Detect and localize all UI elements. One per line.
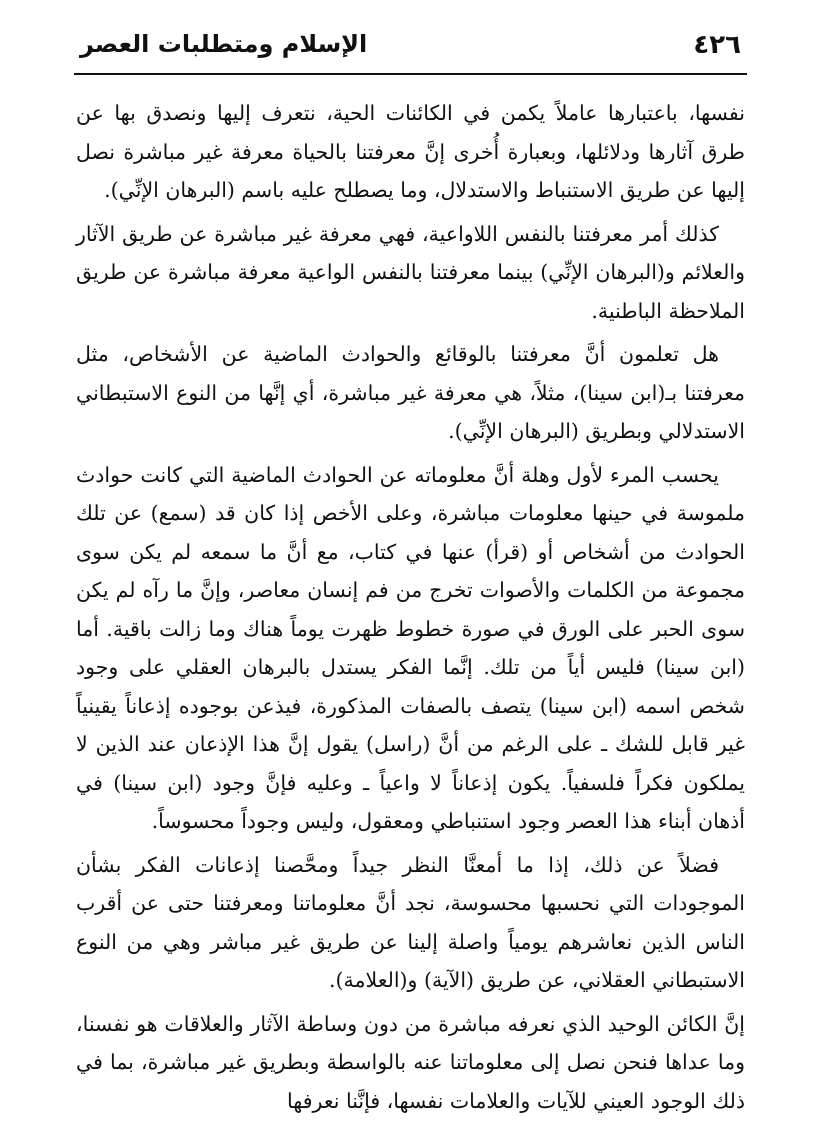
page-number: ٤٢٦ bbox=[693, 30, 741, 60]
running-header bbox=[74, 26, 747, 70]
paragraph: إنَّ الكائن الوحيد الذي نعرفه مباشرة من دون وساطة الآثار والعلاقات هو نفسنا، وما عداها فنحن نصل إلى معلوماتنا عنه بالواسطة وبطريق غير مباشرة، بما في ذلك الوجود العيني للآيات والعلامات نفسها، فإنَّنا نعرفها bbox=[76, 1011, 745, 1113]
running-title: الإسلام ومتطلبات العصر bbox=[80, 30, 368, 58]
header-rule bbox=[74, 73, 747, 75]
paragraph: كذلك أمر معرفتنا بالنفس اللاواعية، فهي معرفة غير مباشرة عن طريق الآثار والعلائم و(البرهان الإنِّي) بينما معرفتنا بالنفس الواعية معرفة مباشرة عن طريق الملاحظة الباطنية. bbox=[76, 221, 745, 323]
paragraph: فضلاً عن ذلك، إذا ما أمعنَّا النظر جيداً ومحَّصنا إذعانات الفكر بشأن الموجودات التي نحسبها محسوسة، نجد أنَّ معلوماتنا ومعرفتنا حتى عن أقرب الناس الذين نعاشرهم يومياً واصلة إلينا عن طريق غير مباشر وهي من النوع الاستبطاني العقلاني، عن طريق (الآية) و(العلامة). bbox=[76, 852, 745, 992]
paragraph: نفسها، باعتبارها عاملاً يكمن في الكائنات الحية، نتعرف إليها ونصدق بها عن طرق آثارها ودلائلها، وبعبارة أُخرى إنَّ معرفتنا بالحياة معرفة غير مباشرة نصل إليها عن طريق الاستنباط والاستدلال، وما يصطلح عليه باسم (البرهان الإنِّي). bbox=[76, 101, 745, 202]
paragraph: هل تعلمون أنَّ معرفتنا بالوقائع والحوادث الماضية عن الأشخاص، مثل معرفتنا بـ(ابن سينا)، مثلاً، هي معرفة غير مباشرة، أي إنَّها من النوع الاستبطاني الاستدلالي وبطريق (البرهان الإنِّي). bbox=[76, 342, 745, 443]
paragraph: يحسب المرء لأول وهلة أنَّ معلوماته عن الحوادث الماضية التي كانت حوادث ملموسة في حينها معلومات مباشرة، وعلى الأخص إذا كان قد (سمع) عن تلك الحوادث من أشخاص أو (قرأ) عنها في كتاب، مع أنَّ ما سمعه لم يكن سوى مجموعة من الكلمات والأصوات تخرج من فم إنسان معاصر، وإنَّ ما رآه لم يكن سوى الحبر على الورق في صورة خطوط ظهرت يوماً هناك وما زالت باقية. أما (ابن سينا) فليس أياً من تلك. إنَّما الفكر يستدل بالبرهان العقلي على وجود شخص اسمه (ابن سينا) يتصف بالصفات المذكورة، فيذعن بوجوده إذعاناً يقينياً غير قابل للشك ـ على الرغم من أنَّ (راسل) يقول إنَّ هذا الإذعان عند الذين لا يملكون فكراً فلسفياً. يكون إذعاناً لا واعياً ـ وعليه فإنَّ وجود (ابن سينا) في أذهان أبناء هذا العصر وجود استنباطي ومعقول، وليس وجوداً محسوساً. bbox=[76, 462, 745, 833]
body-text bbox=[76, 94, 745, 1128]
